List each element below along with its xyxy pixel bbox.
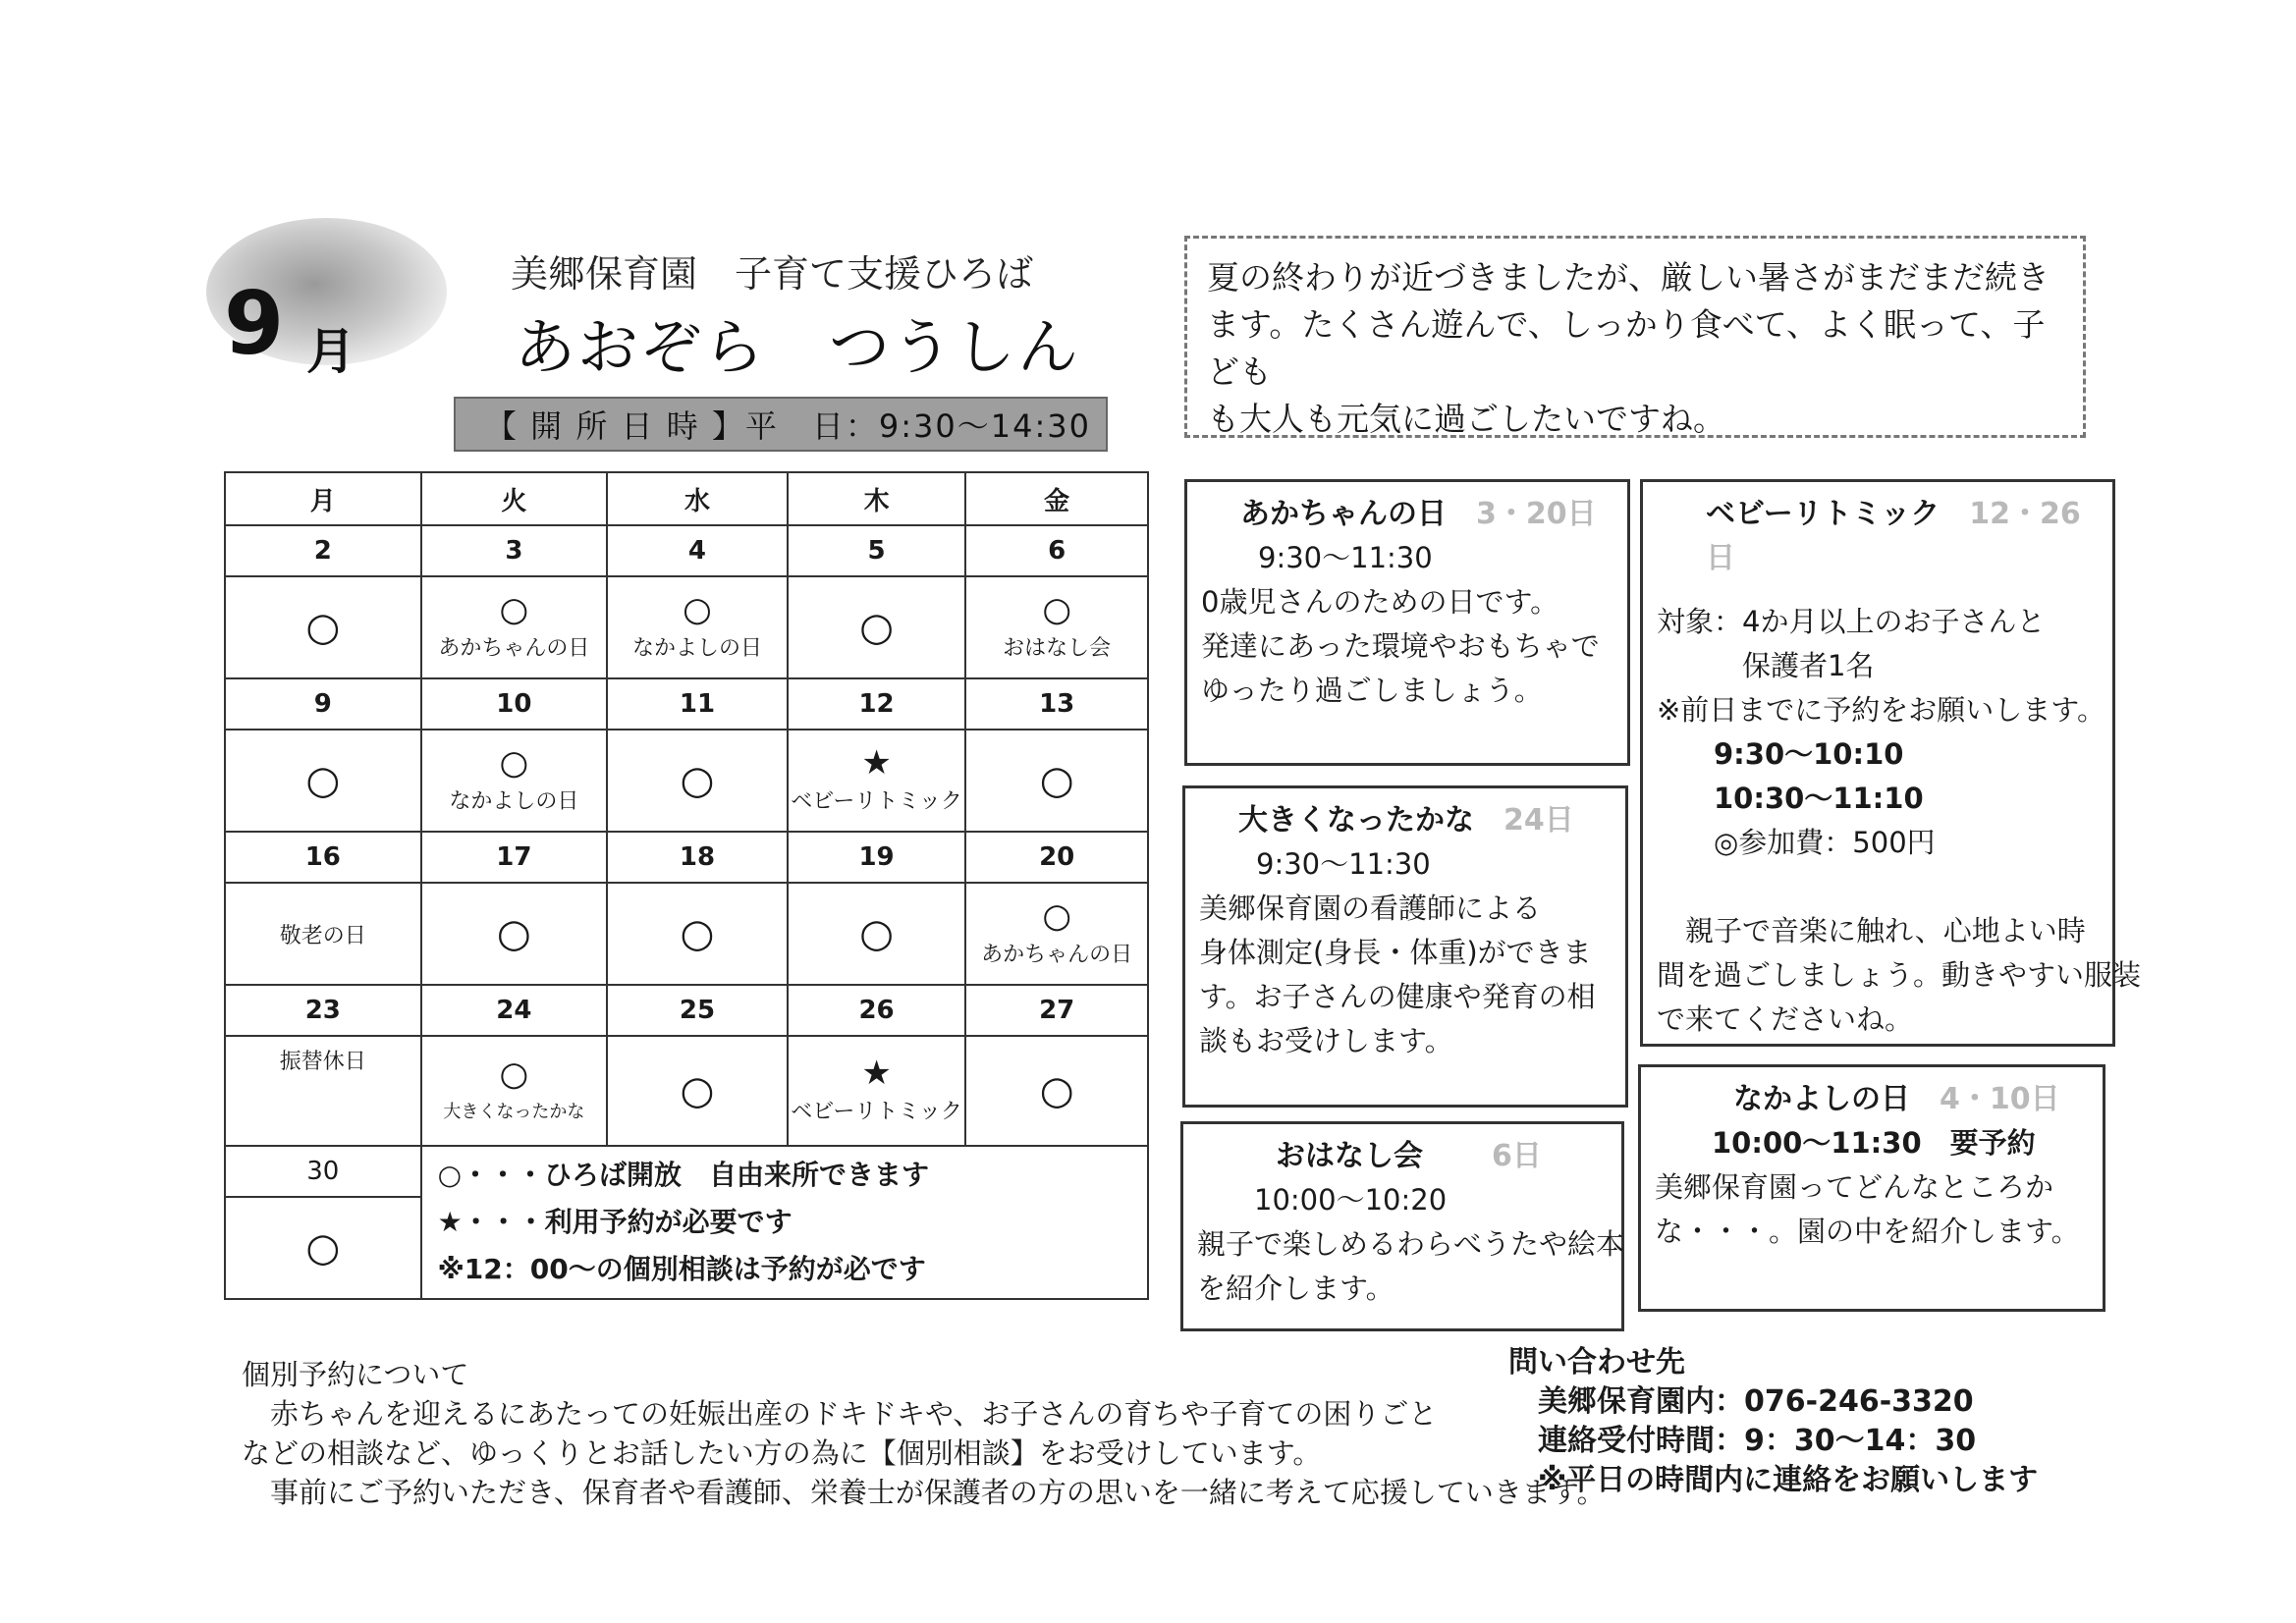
event-box-line: 9:30～11:30 [1201, 541, 1433, 574]
event-box-line: 9:30～10:10 [1657, 737, 1904, 771]
event-label: なかよしの日 [631, 636, 762, 661]
event-box-line: す。お子さんの健康や発育の相 [1199, 980, 1596, 1013]
event-box-line: 親子で楽しめるわらべうたや絵本 [1197, 1227, 1625, 1261]
day-cell [225, 576, 421, 678]
event-label: おはなし会 [1003, 636, 1112, 661]
event-box-line: ◎参加費：500円 [1657, 826, 1936, 859]
date-number: 2 [225, 525, 421, 576]
day-cell [788, 730, 966, 832]
day-cell [965, 883, 1148, 985]
date-number: 30 [225, 1146, 421, 1197]
date-number: 25 [607, 985, 788, 1036]
date-number: 3 [421, 525, 608, 576]
event-label: なかよしの日 [449, 789, 579, 814]
consultation-heading: 個別予約について [242, 1358, 469, 1391]
event-box-title: なかよしの日 [1733, 1082, 1910, 1116]
event-box-line [1657, 865, 2099, 909]
event-box-line: 10:30～11:10 [1657, 782, 1924, 815]
event-box-line: 美郷保育園ってどんなところか [1655, 1170, 2054, 1204]
event-box-title: あかちゃんの日 [1240, 497, 1447, 531]
date-row [225, 525, 1148, 576]
date-number: 17 [421, 832, 608, 883]
consultation-line: などの相談など、ゆっくりとお話したい方の為に【個別相談】をお受けしています。 [242, 1436, 1322, 1470]
date-number: 11 [607, 678, 788, 730]
date-number: 20 [965, 832, 1148, 883]
event-box-line: を紹介します。 [1197, 1271, 1394, 1305]
event-label: ベビーリトミック [791, 789, 962, 814]
open-circle-mark: ○ [305, 605, 341, 650]
open-circle-mark: ○ [683, 590, 712, 629]
day-cell [421, 730, 608, 832]
date-number: 12 [788, 678, 966, 730]
date-number: 18 [607, 832, 788, 883]
day-cell [607, 730, 788, 832]
newsletter-title: あおぞら つうしん [515, 311, 1081, 383]
date-number: 13 [965, 678, 1148, 730]
weekday-header: 月 [225, 472, 421, 525]
event-box-akachan [1184, 479, 1630, 766]
contact-hours: 連絡受付時間：9：30～14：30 [1508, 1424, 1977, 1458]
month-number: 9 [224, 273, 283, 374]
date-number: 26 [788, 985, 966, 1036]
holiday-label: 振替休日 [279, 1050, 366, 1074]
event-label: 大きくなったかな [443, 1102, 585, 1122]
event-label: あかちゃんの日 [438, 636, 590, 661]
weekday-header: 木 [788, 472, 966, 525]
open-circle-mark: ○ [859, 911, 895, 956]
consultation-notice [242, 1355, 1606, 1512]
legend [421, 1146, 1148, 1299]
date-number: 4 [607, 525, 788, 576]
date-number: 16 [225, 832, 421, 883]
weekday-header-row [225, 472, 1148, 525]
open-circle-mark: ○ [499, 743, 529, 783]
weekday-header: 火 [421, 472, 608, 525]
day-cell [607, 1036, 788, 1146]
intro-line: ます。たくさん遊んで、しっかり食べて、よく眠って、子ども [1207, 305, 2046, 391]
event-box-line: で来てくださいね。 [1657, 1002, 1914, 1036]
opening-hours-band: 【 開 所 日 時 】平 日：9:30～14:30 [454, 397, 1108, 452]
open-circle-mark: ○ [680, 1068, 715, 1113]
month-kanji: 月 [306, 323, 355, 380]
open-circle-mark: ○ [680, 758, 715, 803]
event-label: あかちゃんの日 [981, 943, 1133, 967]
day-cell [225, 1197, 421, 1299]
day-cell [225, 1036, 421, 1146]
consultation-line: 事前にご予約いただき、保育者や看護師、栄養士が保護者の方の思いを一緒に考えて応援していきます。 [242, 1476, 1606, 1509]
date-row [225, 1146, 1148, 1197]
event-box-line: 親子で音楽に触れ、心地よい時 [1657, 914, 2086, 947]
event-box-line: 発達にあった環境やおもちゃで [1201, 629, 1600, 663]
event-box-baby-rhythmic [1640, 479, 2142, 1047]
contact-note: ※平日の時間内に連絡をお願いします [1508, 1463, 2039, 1497]
event-box-dates: 4・10日 [1940, 1082, 2060, 1116]
open-circle-mark: ○ [1039, 1068, 1074, 1113]
date-number: 23 [225, 985, 421, 1036]
newsletter-subtitle: 美郷保育園 子育て支援ひろば [511, 252, 1034, 296]
date-number: 24 [421, 985, 608, 1036]
holiday-label: 敬老の日 [279, 923, 366, 948]
day-cell [788, 576, 966, 678]
star-icon: ★ [861, 1054, 892, 1093]
day-cell-row [225, 883, 1148, 985]
event-box-ookiku [1182, 785, 1628, 1108]
contact-phone: 美郷保育園内：076-246-3320 [1508, 1384, 1974, 1419]
event-box-dates: 6日 [1492, 1139, 1542, 1173]
day-cell [965, 576, 1148, 678]
event-box-line: 保護者1名 [1657, 649, 1875, 682]
intro-line: 夏の終わりが近づきましたが、厳しい暑さがまだまだ続き [1207, 258, 2050, 297]
event-box-line: 美郷保育園の看護師による [1199, 892, 1542, 925]
date-number: 10 [421, 678, 608, 730]
day-cell [607, 576, 788, 678]
date-number: 27 [965, 985, 1148, 1036]
open-circle-mark: ○ [1042, 590, 1072, 629]
event-box-title: 大きくなったかな [1238, 803, 1474, 838]
open-circle-mark: ○ [499, 590, 529, 629]
day-cell [788, 883, 966, 985]
event-box-dates: 3・20日 [1476, 497, 1597, 531]
contact-heading: 問い合わせ先 [1508, 1345, 1685, 1380]
weekday-header: 水 [607, 472, 788, 525]
event-box-line: ※前日までに予約をお願いします。 [1657, 693, 2105, 727]
day-cell-row [225, 576, 1148, 678]
event-box-line: 対象：4か月以上のお子さんと [1657, 605, 2046, 638]
event-box-line: ゆったり過ごしましょう。 [1201, 674, 1543, 707]
open-circle-mark: ○ [1042, 896, 1072, 936]
legend-line: ※12：00～の個別相談は予約が必です [437, 1253, 926, 1285]
event-box-ohanashi [1180, 1121, 1624, 1331]
event-box-line: 身体測定(身長・体重)ができま [1199, 936, 1592, 969]
open-circle-mark: ○ [680, 911, 715, 956]
open-circle-mark: ○ [499, 1055, 529, 1094]
day-cell [421, 1036, 608, 1146]
open-circle-mark: ○ [1039, 758, 1074, 803]
day-cell-row [225, 1036, 1148, 1146]
day-cell [607, 883, 788, 985]
event-label: ベビーリトミック [791, 1100, 962, 1124]
star-icon: ★ [861, 743, 892, 783]
event-box-line: 9:30～11:30 [1199, 847, 1431, 881]
calendar-table [224, 471, 1149, 1300]
open-circle-mark: ○ [496, 911, 531, 956]
day-cell-row [225, 730, 1148, 832]
date-number: 6 [965, 525, 1148, 576]
event-box-line: 間を過ごしましょう。動きやすい服装 [1657, 958, 2142, 992]
day-cell [965, 1036, 1148, 1146]
day-cell [965, 730, 1148, 832]
day-cell [225, 730, 421, 832]
date-row [225, 985, 1148, 1036]
event-box-line: 談もお受けします。 [1199, 1024, 1453, 1057]
event-box-line: 10:00～10:20 [1197, 1183, 1448, 1217]
date-row [225, 832, 1148, 883]
event-box-dates: 12・26日 [1706, 497, 2081, 575]
day-cell [788, 1036, 966, 1146]
legend-line: ★・・・利用予約が必要です [437, 1206, 793, 1238]
intro-message [1184, 236, 2086, 438]
day-cell [421, 576, 608, 678]
date-row [225, 678, 1148, 730]
open-circle-mark: ○ [859, 605, 895, 650]
event-box-nakayoshi [1638, 1064, 2105, 1312]
open-circle-mark: ○ [305, 1225, 341, 1271]
weekday-header: 金 [965, 472, 1148, 525]
event-box-title: おはなし会 [1276, 1139, 1423, 1173]
open-circle-mark: ○ [305, 758, 341, 803]
event-box-line: 0歳児さんのための日です。 [1201, 585, 1559, 619]
legend-line: ○・・・ひろば開放 自由来所できます [437, 1159, 929, 1191]
consultation-line: 赤ちゃんを迎えるにあたっての妊娠出産のドキドキや、お子さんの育ちや子育ての困りごと [242, 1397, 1438, 1431]
day-cell [421, 883, 608, 985]
date-number: 5 [788, 525, 966, 576]
event-box-dates: 24日 [1503, 803, 1574, 838]
event-box-line: な・・・。園の中を紹介します。 [1655, 1215, 2080, 1248]
date-number: 9 [225, 678, 421, 730]
intro-line: も大人も元気に過ごしたいですね。 [1207, 400, 1725, 438]
contact-info [1508, 1343, 2038, 1500]
event-box-title: ベビーリトミック [1706, 497, 1941, 531]
day-cell [225, 883, 421, 985]
event-box-line: 10:00～11:30 要予約 [1655, 1126, 2036, 1160]
date-number: 19 [788, 832, 966, 883]
